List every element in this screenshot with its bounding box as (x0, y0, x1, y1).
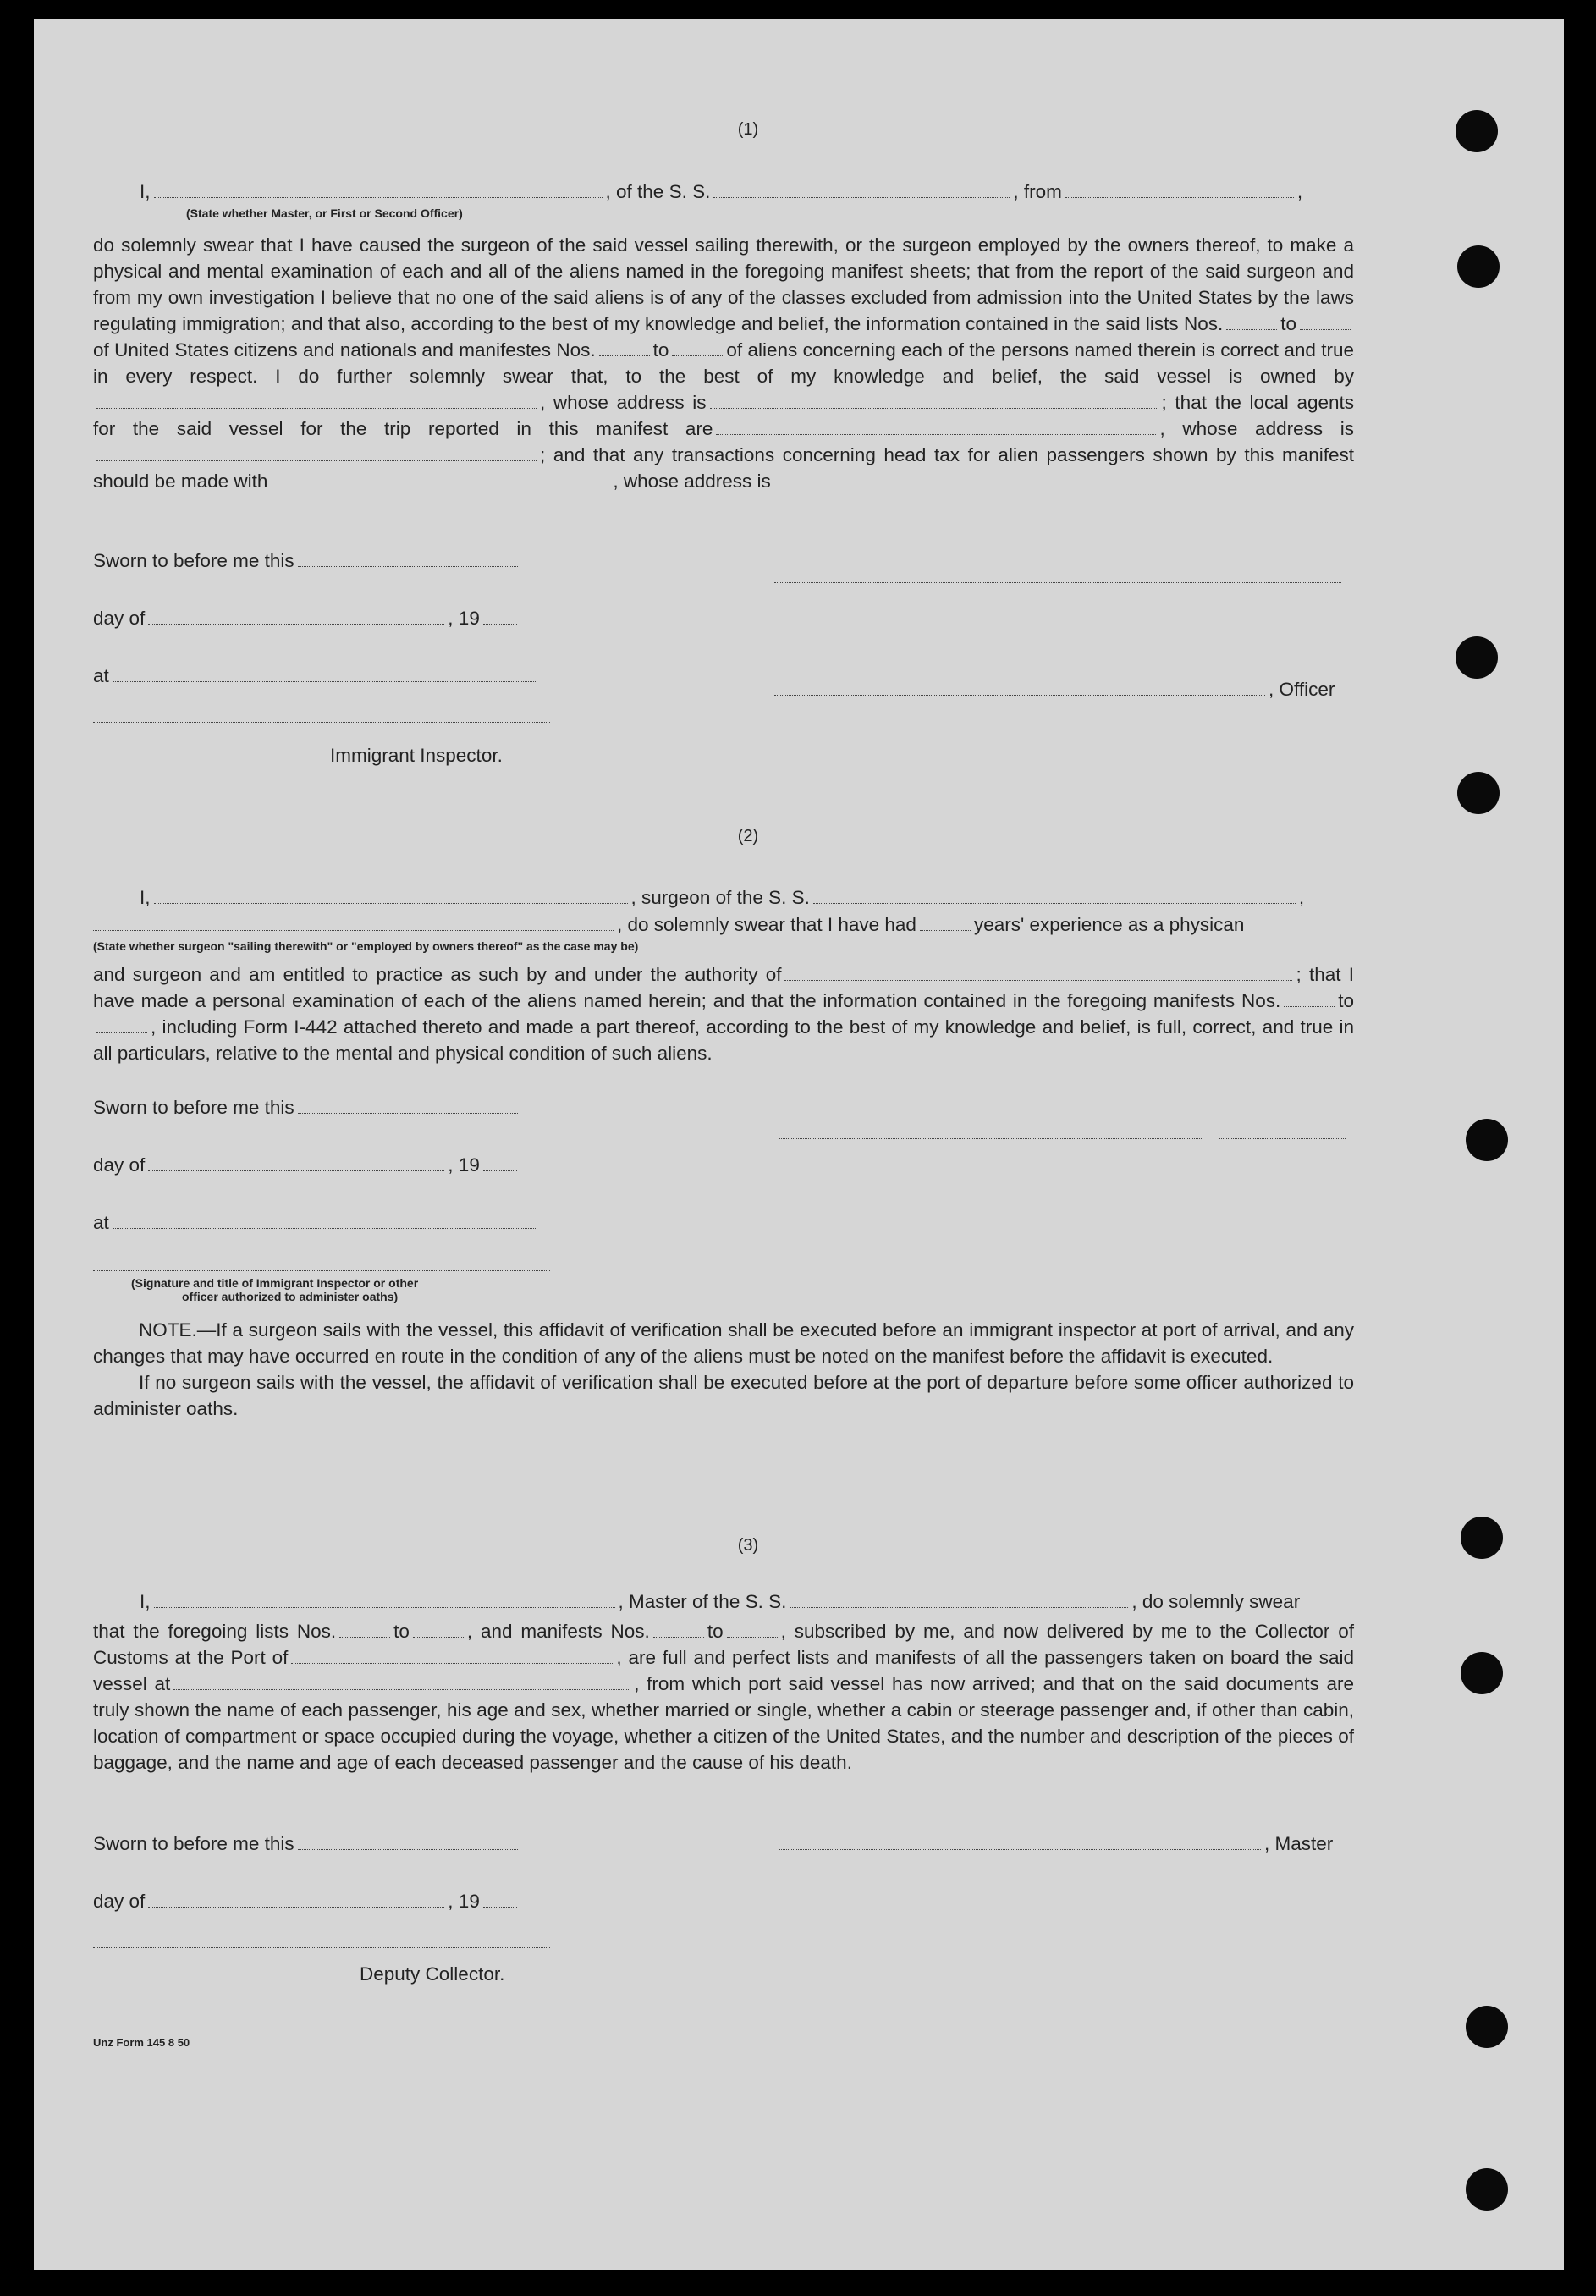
sig-hint-2: officer authorized to administer oaths) (182, 1290, 399, 1303)
surgeon-title-line[interactable] (1219, 1137, 1346, 1139)
from-port-field[interactable] (1065, 196, 1294, 198)
officer-signature-field[interactable] (774, 694, 1265, 696)
section-number: (2) (737, 827, 759, 845)
binder-hole (1466, 2006, 1508, 2048)
head-tax-field[interactable] (271, 486, 609, 487)
vessel-name-field-3[interactable] (790, 1606, 1128, 1608)
years-field[interactable] (920, 929, 971, 931)
sworn-line-3: Sworn to before me this (93, 1833, 521, 1855)
section2-body: and surgeon and am entitled to practice as such by and under the authority of ; that I have made a personal examination of each of the aliens named herein; and that the information contained in the foregoing manifests Nos. to, including Form I-442 attached thereto and made a part thereof, according to the best of my knowledge and belief, is full, correct, and true in all particulars, relative to the mental and physical condition of such aliens. (93, 964, 1354, 1064)
manifests-to-field[interactable] (672, 355, 723, 356)
vessel-name-field[interactable] (713, 196, 1010, 198)
binder-hole (1466, 2168, 1508, 2211)
sig-hint-1: (Signature and title of Immigrant Inspector or other (131, 1276, 419, 1290)
vessel-name-field-2[interactable] (813, 902, 1296, 904)
year-field-2[interactable] (483, 1170, 517, 1171)
note-block (93, 1317, 1354, 1422)
master-line: I, , Master of the S. S. , do solemnly swear (140, 1591, 1301, 1612)
day-of-field-3[interactable] (148, 1906, 444, 1908)
manifests-to-field-2[interactable] (96, 1032, 147, 1033)
at-field[interactable] (113, 680, 536, 682)
note-1: NOTE.—If a surgeon sails with the vessel, this affidavit of verification shall be executed before an immigrant inspector at port of arrival, and any changes that may have occurred en route in the condition of any of the aliens must be noted on the manifest before the affidavit is executed. (93, 1319, 1354, 1367)
sworn-line: Sworn to before me this (93, 550, 521, 572)
section-number: (3) (737, 1536, 759, 1555)
form-page (34, 19, 1564, 2270)
deputy-signature-line[interactable] (93, 1946, 550, 1948)
boarding-port-field[interactable] (173, 1688, 630, 1690)
binder-hole (1457, 245, 1500, 288)
officer-line: I, , of the S. S. , from , (140, 181, 1303, 202)
day-of-line: day of , 19 (93, 608, 520, 630)
day-of-field-2[interactable] (148, 1170, 444, 1171)
deputy-label: Deputy Collector. (360, 1963, 505, 1985)
lists-to-field[interactable] (1300, 328, 1351, 330)
note-2: If no surgeon sails with the vessel, the affidavit of verification shall be executed before at the port of departure before some officer authorized to administer oaths. (93, 1372, 1354, 1419)
experience-line: , do solemnly swear that I have had years' experience as a physican (93, 914, 1244, 936)
surgeon-line: I, , surgeon of the S. S. , (140, 887, 1305, 908)
at-line: at (93, 665, 539, 687)
owner-address-field[interactable] (710, 407, 1158, 409)
lists-from-field[interactable] (1226, 328, 1277, 330)
binder-hole (1466, 1119, 1508, 1161)
sworn-date-field[interactable] (298, 565, 518, 567)
section-number: (1) (737, 120, 759, 139)
day-of-line-2: day of , 19 (93, 1154, 520, 1176)
officer-hint: (State whether Master, or First or Second Officer) (186, 206, 463, 220)
signature-line[interactable] (774, 581, 1341, 583)
at-field-2[interactable] (113, 1227, 536, 1229)
owner-field[interactable] (96, 407, 537, 409)
section3-body: that the foregoing lists Nos. to , and manifests Nos. to , subscribed by me, and now delivered by me to the Collector of Customs at the Port of , are full and perfect lists and manifests of all the passengers taken on board the said vessel at , from which port said vessel has now arrived; and that on the said documents are truly shown the name of each passenger, his age and sex, whether married or single, whether a cabin or steerage passenger and, if other than cabin, location of compartment or space occupied during the voyage, whether a citizen of the United States, and the number and description of the pieces of baggage, and the name and age of each deceased passenger and the cause of his death. (93, 1621, 1355, 1773)
binder-hole (1461, 1652, 1503, 1694)
inspector-label: Immigrant Inspector. (330, 745, 503, 766)
surgeon-name-field[interactable] (154, 902, 628, 904)
sworn-date-field-3[interactable] (298, 1848, 518, 1850)
at-line-2: at (93, 1212, 539, 1234)
form-number: Unz Form 145 8 50 (93, 2036, 190, 2049)
manifests-from-field-2[interactable] (1284, 1005, 1335, 1007)
manifests-to-field-3[interactable] (727, 1636, 778, 1638)
surgeon-type-field[interactable] (93, 929, 614, 931)
master-sig-line: , Master (779, 1833, 1333, 1855)
agents-field[interactable] (716, 433, 1156, 435)
sworn-line-2: Sworn to before me this (93, 1097, 521, 1119)
binder-hole (1456, 636, 1498, 679)
lists-to-field-3[interactable] (413, 1636, 464, 1638)
lists-from-field-3[interactable] (339, 1636, 390, 1638)
inspector-signature-line-2[interactable] (93, 1269, 550, 1271)
customs-port-field[interactable] (291, 1662, 613, 1664)
head-tax-address-field[interactable] (774, 486, 1316, 487)
manifests-from-field-3[interactable] (653, 1636, 704, 1638)
master-signature-field[interactable] (779, 1848, 1261, 1850)
sworn-date-field-2[interactable] (298, 1112, 518, 1114)
year-field[interactable] (483, 623, 517, 625)
section1-body: do solemnly swear that I have caused the surgeon of the said vessel sailing therewith, or the surgeon employed by the owners thereof, to make a physical and mental examination of each and all of the aliens named in the foregoing manifest sheets; that from the report of the said surgeon and from my own investigation I believe that no one of the said aliens is of any of the classes excluded from admission into the United States by the laws regulating immigration; and that also, according to the best of my knowledge and belief, the information contained in the said lists Nos. toof United States citizens and nationals and manifestes Nos. to of aliens concerning each of the persons named therein is correct and true in every respect. I do further solemnly swear that, to the best of my knowledge and belief, the said vessel is owned by, whose address is ; that the local agents for the said vessel for the trip reported in this manifest are , whose address is; and that any transactions concerning head tax for alien passengers shown by this manifest should be made with , whose address is (93, 234, 1354, 492)
manifests-from-field[interactable] (599, 355, 650, 356)
surgeon-signature-line[interactable] (779, 1137, 1202, 1139)
day-of-field[interactable] (148, 623, 444, 625)
officer-sig-line: , Officer (774, 679, 1335, 701)
master-name-field[interactable] (154, 1606, 615, 1608)
day-of-line-3: day of , 19 (93, 1891, 520, 1913)
officer-name-field[interactable] (154, 196, 603, 198)
agents-address-field[interactable] (96, 460, 537, 461)
authority-field[interactable] (784, 979, 1292, 981)
year-field-3[interactable] (483, 1906, 517, 1908)
binder-hole (1457, 772, 1500, 814)
surgeon-hint: (State whether surgeon "sailing therewith" or "employed by owners thereof" as the case may be) (93, 939, 639, 953)
inspector-signature-line[interactable] (93, 721, 550, 723)
